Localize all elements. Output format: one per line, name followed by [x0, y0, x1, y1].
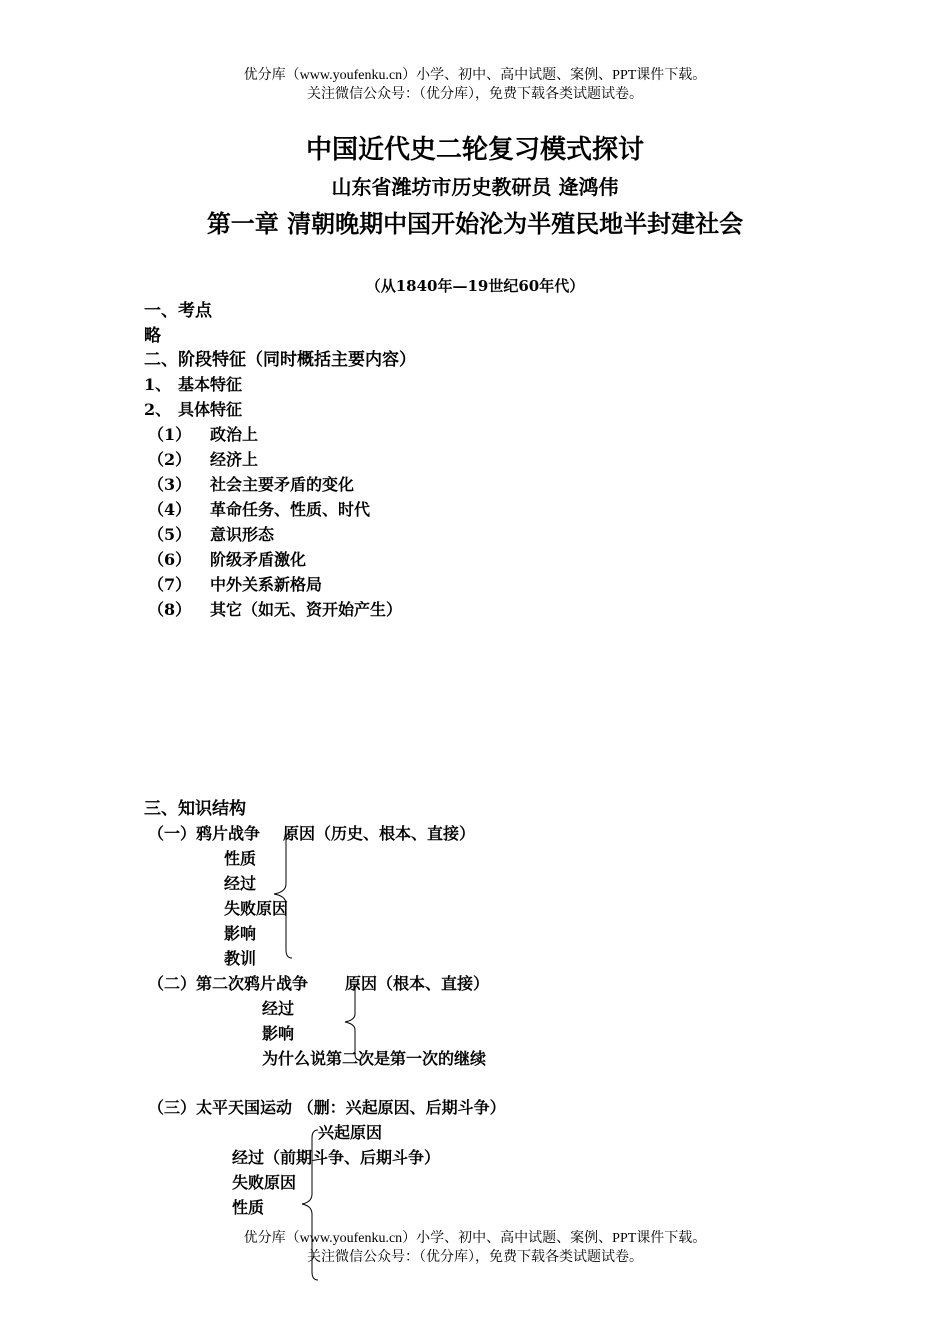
- sub-feature-number: （6）: [148, 550, 192, 569]
- feature-item-label: 基本特征: [178, 375, 243, 394]
- part-1-title: （一）鸦片战争: [148, 824, 261, 843]
- chapter-title: 第一章 清朝晚期中国开始沦为半殖民地半封建社会: [206, 209, 744, 238]
- part-3-branch: 经过（前期斗争、后期斗争）: [232, 1148, 441, 1167]
- sub-feature-number: （3）: [148, 475, 192, 494]
- part-2-branch: 影响: [262, 1024, 295, 1043]
- sub-feature-label: 革命任务、性质、时代: [210, 500, 371, 519]
- part-1-branch: 经过: [224, 874, 257, 893]
- part-3-branch: 性质: [232, 1198, 265, 1217]
- document-title: 中国近代史二轮复习模式探讨: [305, 135, 644, 165]
- sub-feature-item: [148, 500, 370, 520]
- sub-feature-number: （5）: [148, 525, 192, 544]
- part-1-branch: 原因（历史、根本、直接）: [283, 824, 476, 843]
- sub-feature-label: 其它（如无、资开始产生）: [210, 600, 403, 619]
- sub-feature-number: （1）: [148, 425, 192, 444]
- part-1-branch: 教训: [224, 949, 257, 968]
- part-2-brace: [340, 982, 366, 1062]
- part-1-branch: 影响: [224, 924, 257, 943]
- section-1-heading: 一、考点: [144, 301, 212, 321]
- period-note: （从1840年—19世纪60年代）: [365, 277, 585, 295]
- feature-item: [144, 375, 242, 395]
- feature-item-number: 1、: [144, 375, 172, 394]
- sub-feature-item: [148, 425, 258, 445]
- part-3-branch: 兴起原因: [318, 1123, 383, 1142]
- sub-feature-item: [148, 575, 322, 595]
- footer-line-1: 优分库（www.youfenku.cn）小学、初中、高中试题、案例、PPT课件下载。: [243, 1231, 707, 1246]
- section-1-body: 略: [144, 326, 161, 346]
- sub-feature-label: 社会主要矛盾的变化: [210, 475, 355, 494]
- sub-feature-label: 经济上: [210, 450, 259, 469]
- sub-feature-number: （7）: [148, 575, 192, 594]
- header-line-1: 优分库（www.youfenku.cn）小学、初中、高中试题、案例、PPT课件下载。: [243, 68, 707, 83]
- part-1-brace: [268, 830, 298, 962]
- sub-feature-item: [148, 600, 402, 620]
- footer-line-2: 关注微信公众号：（优分库），免费下载各类试题试卷。: [307, 1250, 643, 1265]
- sub-feature-label: 政治上: [210, 425, 259, 444]
- author-line: 山东省潍坊市历史教研员 逄鸿伟: [331, 175, 619, 199]
- sub-feature-label: 意识形态: [210, 525, 275, 544]
- feature-item-label: 具体特征: [178, 400, 243, 419]
- feature-item-number: 2、: [144, 400, 172, 419]
- part-3-title: （三）太平天国运动 （删：兴起原因、后期斗争）: [148, 1098, 506, 1117]
- part-2-branch: 经过: [262, 999, 295, 1018]
- sub-feature-label: 中外关系新格局: [210, 575, 323, 594]
- feature-item: [144, 400, 242, 420]
- sub-feature-label: 阶级矛盾激化: [210, 550, 307, 569]
- sub-feature-number: （8）: [148, 600, 192, 619]
- sub-feature-number: （4）: [148, 500, 192, 519]
- header-line-2: 关注微信公众号：（优分库），免费下载各类试题试卷。: [307, 87, 643, 102]
- section-2-heading: 二、阶段特征（同时概括主要内容）: [144, 350, 416, 370]
- sub-feature-item: [148, 475, 354, 495]
- part-2-branch: 原因（根本、直接）: [345, 974, 490, 993]
- sub-feature-number: （2）: [148, 450, 192, 469]
- sub-feature-item: [148, 525, 274, 545]
- part-2-branch: 为什么说第二次是第一次的继续: [262, 1049, 487, 1068]
- sub-feature-item: [148, 450, 258, 470]
- sub-feature-item: [148, 550, 306, 570]
- part-2-title: （二）第二次鸦片战争: [148, 974, 309, 993]
- section-3-heading: 三、知识结构: [144, 799, 246, 819]
- part-3-branch: 失败原因: [232, 1173, 297, 1192]
- part-1-branch: 性质: [224, 849, 257, 868]
- part-1-branch: 失败原因: [224, 899, 289, 918]
